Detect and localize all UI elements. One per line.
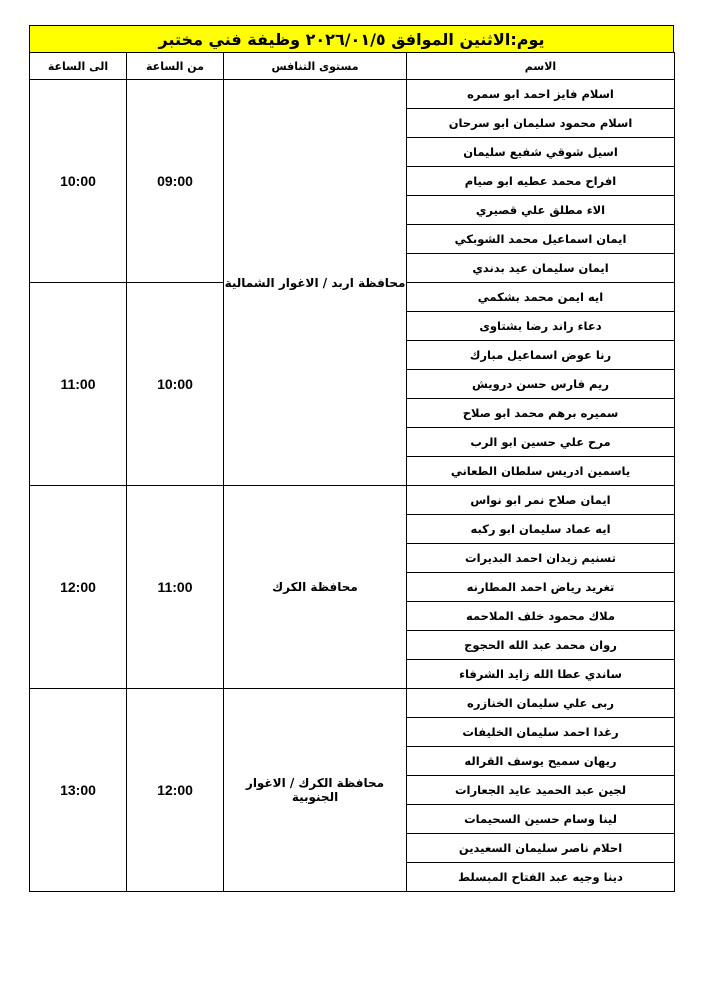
from-time: 11:00: [127, 486, 224, 689]
candidate-name: ايه ايمن محمد بشكمي: [407, 283, 675, 312]
candidate-name: ريم فارس حسن درويش: [407, 370, 675, 399]
candidate-name: اسلام محمود سليمان ابو سرحان: [407, 109, 675, 138]
page-title: يوم:الاثنين الموافق ٢٠٢٦/٠١/٥ وظيفة فني مختبر: [29, 25, 674, 53]
header-to: الى الساعة: [30, 53, 127, 80]
from-time: 09:00: [127, 80, 224, 283]
to-time: 11:00: [30, 283, 127, 486]
candidate-name: تسنيم زيدان احمد البديرات: [407, 544, 675, 573]
candidate-name: احلام ناصر سليمان السعيدين: [407, 834, 675, 863]
candidate-name: دعاء راند رضا بشتاوى: [407, 312, 675, 341]
candidate-name: ريهان سميح يوسف القراله: [407, 747, 675, 776]
header-row: [30, 53, 675, 80]
schedule-sheet: [29, 25, 674, 892]
candidate-name: لجين عبد الحميد عايد الجعارات: [407, 776, 675, 805]
competition-level: محافظة اربد / الاغوار الشمالية: [224, 80, 407, 486]
candidate-name: ربى علي سليمان الخنازره: [407, 689, 675, 718]
table-row: [30, 486, 675, 515]
candidate-name: لينا وسام حسين السحيمات: [407, 805, 675, 834]
candidate-name: سميره برهم محمد ابو صلاح: [407, 399, 675, 428]
candidate-name: ايه عماد سليمان ابو ركبه: [407, 515, 675, 544]
table-row: [30, 80, 675, 109]
candidate-name: رغدا احمد سليمان الخليفات: [407, 718, 675, 747]
table-row: [30, 689, 675, 718]
candidate-name: ايمان سليمان عيد بدندي: [407, 254, 675, 283]
candidate-name: مرح علي حسين ابو الرب: [407, 428, 675, 457]
candidate-name: ياسمين ادريس سلطان الطعاني: [407, 457, 675, 486]
to-time: 12:00: [30, 486, 127, 689]
candidate-name: روان محمد عبد الله الحجوج: [407, 631, 675, 660]
candidate-name: ساندي عطا الله زايد الشرفاء: [407, 660, 675, 689]
to-time: 13:00: [30, 689, 127, 892]
candidate-name: اسلام فايز احمد ابو سمره: [407, 80, 675, 109]
to-time: 10:00: [30, 80, 127, 283]
header-level: مستوى التنافس: [224, 53, 407, 80]
candidate-name: افراح محمد عطيه ابو صيام: [407, 167, 675, 196]
header-name: الاسم: [407, 53, 675, 80]
candidate-name: ملاك محمود خلف الملاحمه: [407, 602, 675, 631]
schedule-table: [29, 52, 675, 892]
candidate-name: دينا وجيه عبد الفتاح المبسلط: [407, 863, 675, 892]
candidate-name: الاء مطلق علي قصيري: [407, 196, 675, 225]
from-time: 12:00: [127, 689, 224, 892]
competition-level: محافظة الكرك / الاغوار الجنوبية: [224, 689, 407, 892]
candidate-name: اسيل شوقي شفيع سليمان: [407, 138, 675, 167]
candidate-name: رنا عوض اسماعيل مبارك: [407, 341, 675, 370]
candidate-name: ايمان اسماعيل محمد الشوبكي: [407, 225, 675, 254]
candidate-name: ايمان صلاح نمر ابو نواس: [407, 486, 675, 515]
competition-level: محافظة الكرك: [224, 486, 407, 689]
header-from: من الساعة: [127, 53, 224, 80]
candidate-name: تغريد رياض احمد المطارنه: [407, 573, 675, 602]
from-time: 10:00: [127, 283, 224, 486]
